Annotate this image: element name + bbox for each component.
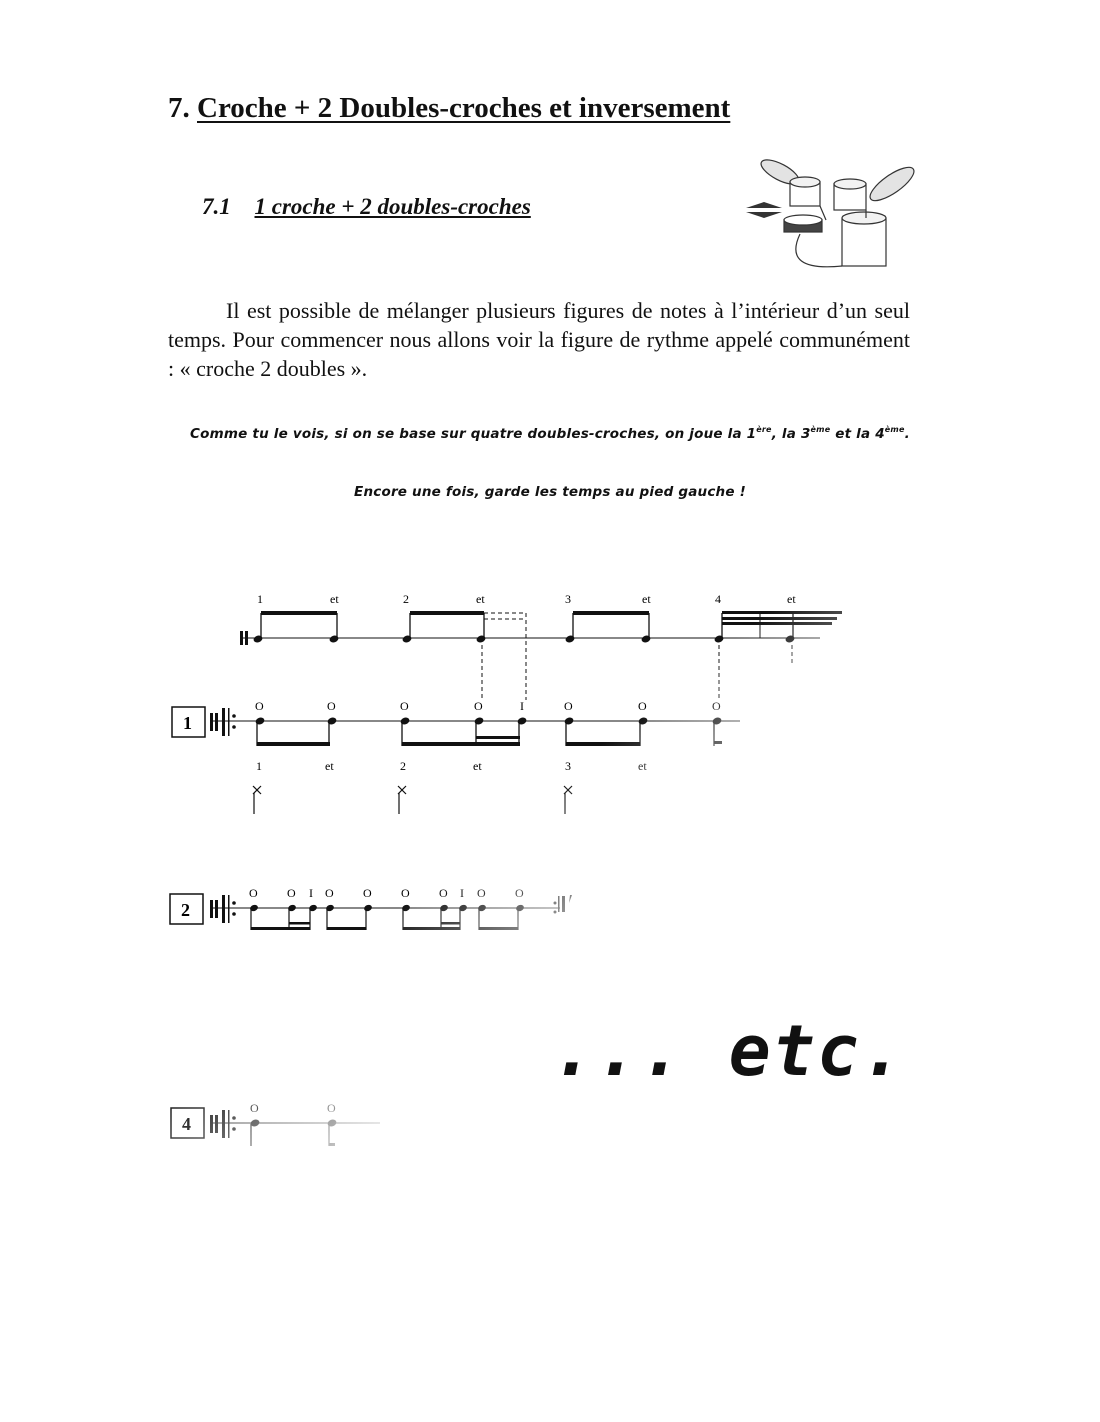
heading-number: 7. <box>168 92 190 124</box>
subheading-number: 7.1 <box>202 194 231 219</box>
tip-note-1: Comme tu le vois, si on se base sur quatre doubles-croches, on joue la 1ère, la 3ème et la 4ème. <box>190 425 910 442</box>
intro-paragraph: Il est possible de mélanger plusieurs figures de notes à l’intérieur d’un seul temps. Pour commencer nous allons voir la figure de rythme appelé communément : « croche 2 doubles ». <box>168 298 910 381</box>
drum-kit-icon <box>742 154 922 274</box>
section-subheading <box>202 194 531 220</box>
rhythm-score <box>0 560 1100 1200</box>
etc-label: ... etc. <box>552 1010 906 1092</box>
tip-note-2: Encore une fois, garde les temps au pied gauche ! <box>354 484 746 500</box>
subheading-title: 1 croche + 2 doubles-croches <box>254 194 531 219</box>
page-heading <box>168 92 730 125</box>
heading-title: Croche + 2 Doubles-croches et inversement <box>197 92 731 124</box>
